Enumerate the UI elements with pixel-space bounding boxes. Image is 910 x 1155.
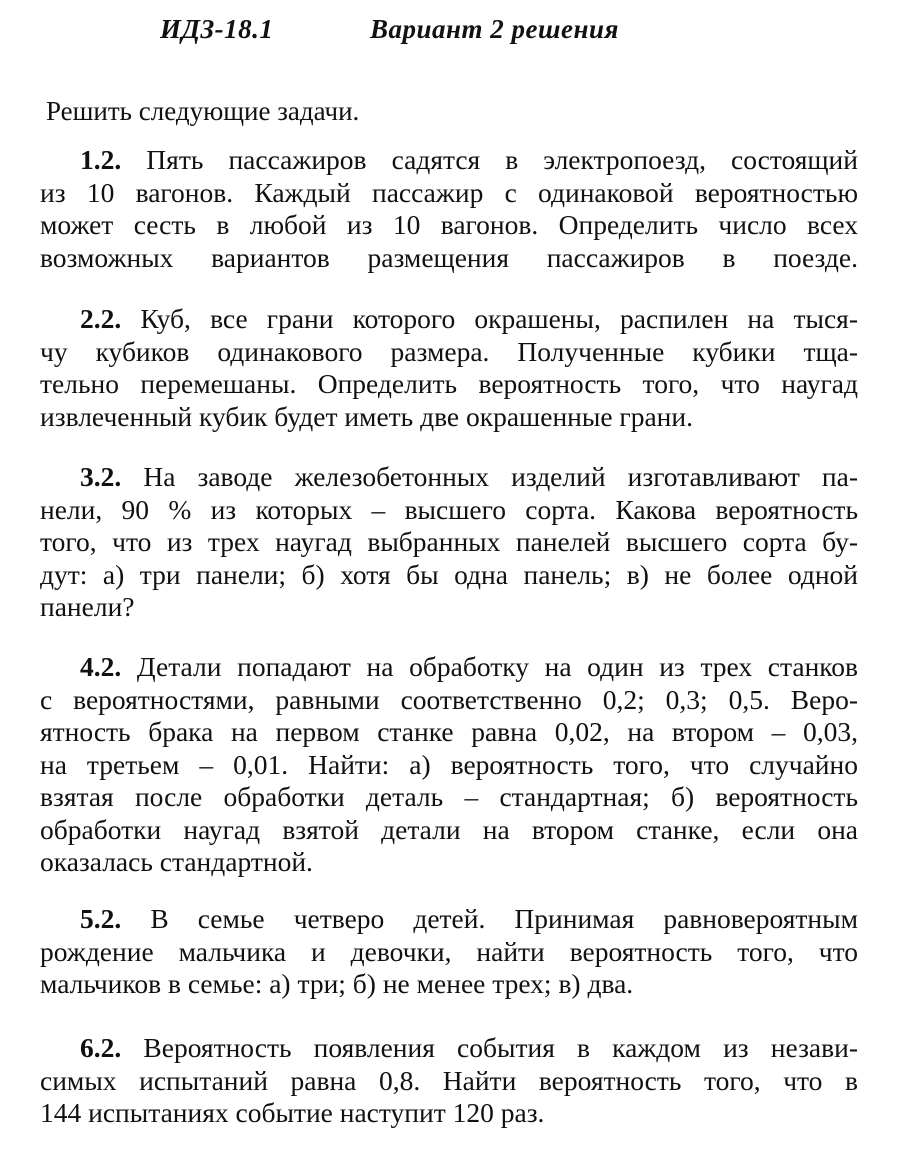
problem-1 [40, 144, 858, 274]
problem-line: чу кубиков одинакового размера. Полученные кубики тща- [40, 335, 858, 367]
page-header [0, 14, 910, 54]
problem-line: 1.2. Пять пассажиров садятся в электропоезд, состоящий [80, 144, 858, 175]
problem-number: 6.2. [80, 1032, 122, 1063]
problem-line: того, что из трех наугад выбранных панелей высшего сорта бу- [40, 526, 858, 557]
problem-line: 4.2. Детали попадают на обработку на один из трех станков [80, 651, 858, 682]
problem-line: ятность брака на первом станке равна 0,02, на втором – 0,03, [40, 716, 858, 747]
problem-line: 2.2. Куб, все грани которого окрашены, распилен на тыся- [80, 303, 858, 334]
problem-line: симых испытаний равна 0,8. Найти вероятность того, что в [40, 1064, 858, 1096]
problem-line: 3.2. На заводе железобетонных изделий изготавливают па- [80, 461, 858, 492]
problem-line: из 10 вагонов. Каждый пассажир с одинаковой вероятностью [40, 176, 858, 208]
problem-line: извлеченный кубик будет иметь две окрашенные грани. [40, 400, 693, 432]
problem-line: панели? [40, 591, 135, 622]
problem-6 [40, 1032, 858, 1130]
problem-line: 5.2. В семье четверо детей. Принимая равновероятным [80, 903, 858, 934]
problem-line: на третьем – 0,01. Найти: а) вероятность того, что случайно [40, 748, 858, 780]
problem-line: оказалась стандартной. [40, 846, 313, 877]
problem-5 [40, 903, 858, 1001]
problem-line: нели, 90 % из которых – высшего сорта. Какова вероятность [40, 493, 858, 525]
variant-title: Вариант 2 решения [370, 14, 619, 44]
problem-line: мальчиков в семье: а) три; б) не менее трех; в) два. [40, 968, 634, 999]
problem-line: взятая после обработки деталь – стандартная; б) вероятность [40, 781, 858, 812]
problem-number: 4.2. [80, 651, 122, 682]
problem-line: с вероятностями, равными соответственно 0,2; 0,3; 0,5. Веро- [40, 683, 858, 715]
problem-3 [40, 461, 858, 624]
intro-text: Решить следующие задачи. [46, 96, 360, 126]
problem-2 [40, 303, 858, 433]
problem-line: 6.2. Вероятность появления события в каждом из незави- [80, 1032, 858, 1063]
problem-line: возможных вариантов размещения пассажиров в поезде. [40, 241, 858, 273]
problem-number: 3.2. [80, 461, 122, 492]
problem-number: 1.2. [80, 144, 122, 175]
problem-line: может сесть в любой из 10 вагонов. Определить число всех [40, 209, 858, 240]
problem-line: обработки наугад взятой детали на втором станке, если она [40, 813, 858, 845]
problem-line: тельно перемешаны. Определить вероятность того, что наугад [40, 368, 858, 399]
problem-number: 5.2. [80, 903, 122, 934]
problem-4 [40, 651, 858, 879]
problem-line: 144 испытаниях событие наступит 120 раз. [40, 1097, 545, 1128]
problem-line: рождение мальчика и девочки, найти вероятность того, что [40, 935, 858, 967]
problem-line: дут: а) три панели; б) хотя бы одна панель; в) не более одной [40, 558, 858, 590]
assignment-code: ИДЗ-18.1 [160, 14, 274, 44]
problem-number: 2.2. [80, 303, 122, 334]
